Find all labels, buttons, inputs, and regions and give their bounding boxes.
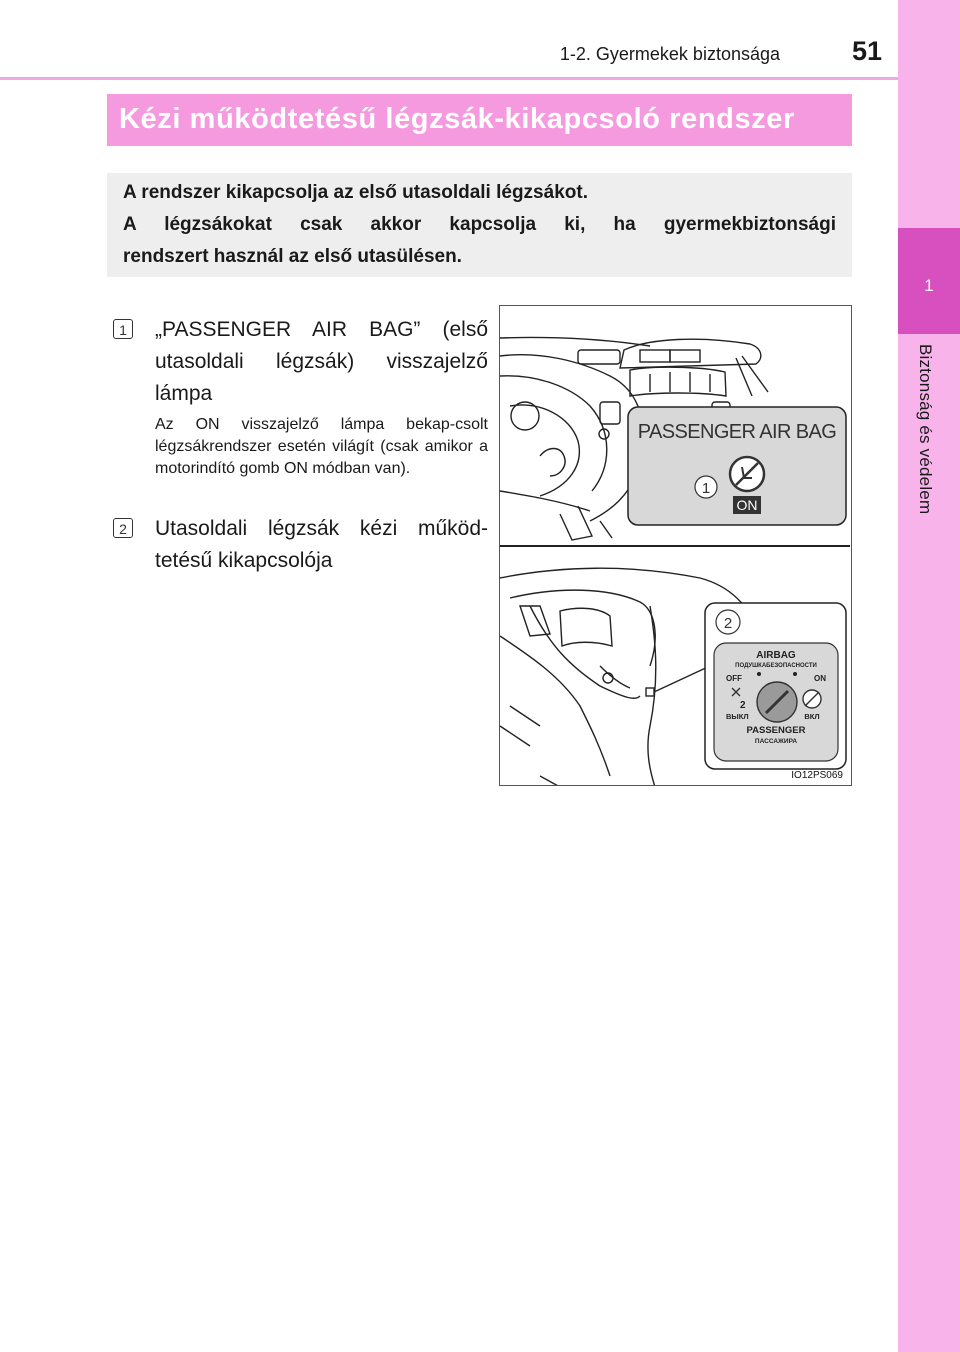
summary-line-3: rendszert használ az első utasülésen. xyxy=(123,246,462,267)
chapter-side-tab xyxy=(898,0,960,1352)
switch-title-ru: ПОДУШКАБЕЗОПАСНОСТИ xyxy=(735,663,817,669)
item-number-badge: 1 xyxy=(113,319,133,339)
header-rule xyxy=(0,77,898,80)
summary-box xyxy=(107,173,852,277)
airbag-illustration xyxy=(499,305,852,786)
page-number: 51 xyxy=(851,36,882,66)
callout1-on: ON xyxy=(736,497,758,513)
summary-line-2: A légzsákokat csak akkor kapcsolja ki, ha gyermekbiztonsági xyxy=(123,214,836,235)
switch-bottom-ru: ПАССАЖИРА xyxy=(754,738,798,745)
item-title: Utasoldali légzsák kézi működ-tetésű kikapcsolója xyxy=(155,517,488,572)
switch-bottom: PASSENGER xyxy=(746,725,806,736)
summary-line-1: A rendszer kikapcsolja az első utasoldali légzsákot. xyxy=(123,182,588,203)
header-title: 1-2. Gyermekek biztonsága xyxy=(559,44,780,64)
chapter-title: Biztonság és védelem xyxy=(916,344,935,515)
switch-off-ru: ВЫКЛ xyxy=(726,712,749,721)
switch-on-ru: ВКЛ xyxy=(804,712,820,721)
callout1-label: PASSENGER AIR BAG xyxy=(637,421,837,443)
switch-title: AIRBAG xyxy=(756,650,796,661)
switch-off-label: OFF xyxy=(726,674,742,683)
item-title: „PASSENGER AIR BAG” (első utasoldali légzsák) visszajelző lámpa xyxy=(155,318,488,405)
callout2-number: 2 xyxy=(723,615,733,632)
section-title-bar xyxy=(107,94,852,146)
chapter-number: 1 xyxy=(924,276,934,295)
figure-code: IO12PS069 xyxy=(791,770,843,781)
item-note: Az ON visszajelző lámpa bekap-csolt légzsákrendszer esetén világít (csak amikor a motorindító gomb ON módban van). xyxy=(155,416,488,477)
item-number-badge: 2 xyxy=(113,518,133,538)
switch-on-label: ON xyxy=(814,674,826,683)
callout1-number: 1 xyxy=(701,480,711,497)
illustration-drawing xyxy=(500,306,852,786)
section-title: Kézi működtetésű légzsák-kikapcsoló rendszer xyxy=(119,103,795,135)
switch-key-mark: 2 xyxy=(740,700,746,711)
